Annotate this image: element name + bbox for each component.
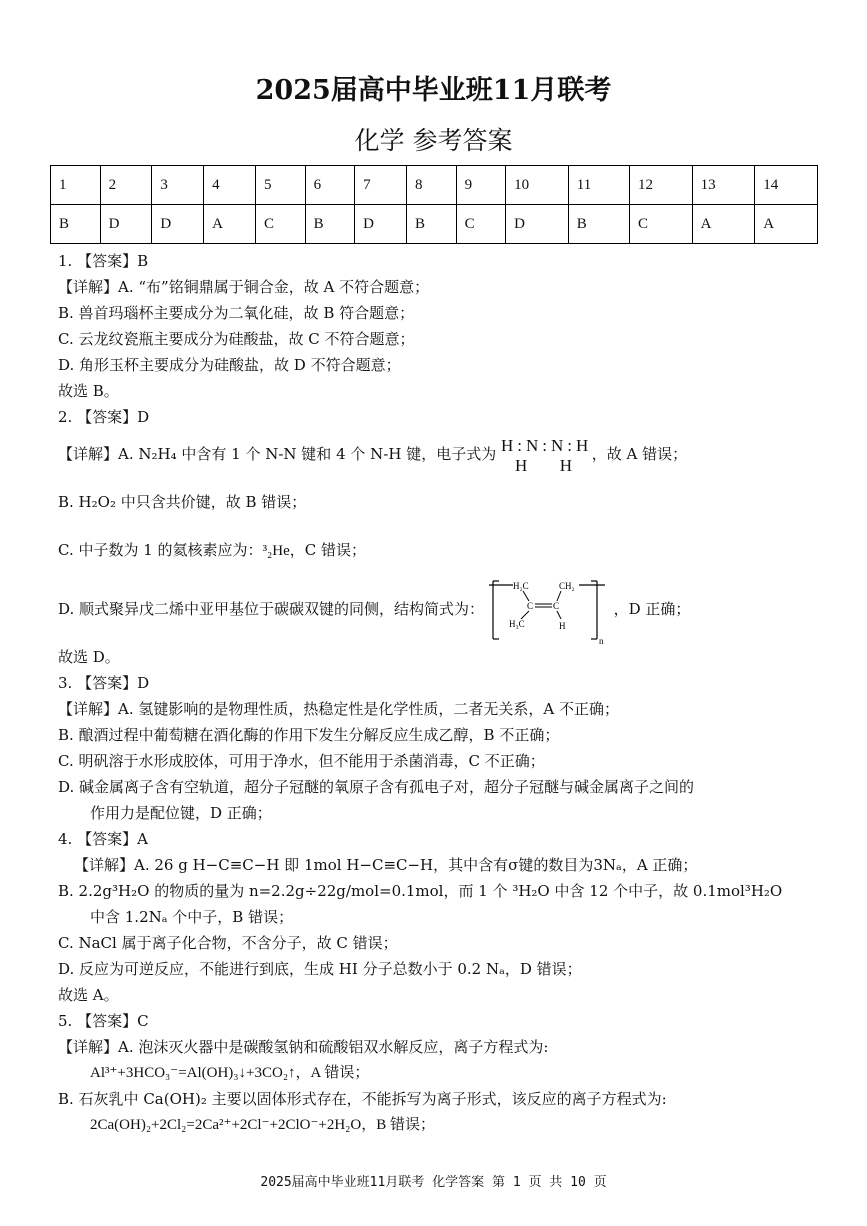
- q3-option-d-line2: 作用力是配位键，D 正确；: [90, 804, 272, 822]
- q2-option-a: [58, 430, 828, 478]
- q5-heading: 5. 【答案】C: [58, 1012, 149, 1030]
- q1-option-a: 【详解】A. “布”铭铜鼎属于铜合金，故 A 不符合题意；: [58, 278, 430, 296]
- q4-option-d: D. 反应为可逆反应，不能进行到底，生成 HI 分子总数小于 0.2 Nₐ，D 错误；: [58, 960, 582, 978]
- question-number: 11: [568, 166, 629, 205]
- c1-label: C: [526, 601, 533, 611]
- question-number: 8: [406, 166, 456, 205]
- q2-option-a-end: ，故 A 错误；: [591, 445, 688, 463]
- question-number: 1: [51, 166, 101, 205]
- answer-cell: B: [51, 205, 101, 244]
- question-number: 4: [204, 166, 256, 205]
- q3-option-d-line1: D. 碱金属离子含有空轨道，超分子冠醚的氧原子含有孤电子对，超分子冠醚与碱金属离子之间的: [58, 778, 695, 796]
- h-label: H: [558, 621, 566, 631]
- hydrazine-electron-formula: [500, 435, 593, 475]
- q2-option-c-text: C. 中子数为 1 的氦核素应为：: [58, 541, 263, 559]
- answer-cell: B: [568, 205, 629, 244]
- q4-heading: 4. 【答案】A: [58, 830, 148, 848]
- lewis-bottom-row: H H: [514, 456, 581, 475]
- question-number: 2: [100, 166, 152, 205]
- answer-row: [51, 205, 818, 244]
- q3-option-c: C. 明矾溶于水形成胶体，可用于净水，但不能用于杀菌消毒，C 不正确；: [58, 752, 545, 770]
- h3c-label: H₃C: [508, 619, 525, 629]
- question-number: 6: [305, 166, 355, 205]
- ch2-label: CH₂: [558, 581, 575, 591]
- q3-option-b: B. 酿酒过程中葡萄糖在酒化酶的作用下发生分解反应生成乙醇，B 不正确；: [58, 726, 560, 744]
- q1-option-c: C. 云龙纹瓷瓶主要成分为硅酸盐，故 C 不符合题意；: [58, 330, 415, 348]
- question-number: 12: [630, 166, 693, 205]
- answer-cell: A: [692, 205, 755, 244]
- q2-conclusion: 故选 D。: [58, 648, 120, 666]
- q2-option-d-text: D. 顺式聚异戊二烯中亚甲基位于碳碳双键的同侧，结构简式为：: [58, 600, 485, 618]
- answer-cell: A: [755, 205, 818, 244]
- question-number: 3: [152, 166, 204, 205]
- exam-subtitle: 化学 参考答案: [354, 126, 513, 155]
- question-number: 13: [692, 166, 755, 205]
- answer-cell: D: [355, 205, 407, 244]
- c2-label: C: [552, 601, 559, 611]
- explanations: [58, 248, 828, 1138]
- question-number: 14: [755, 166, 818, 205]
- lewis-top-row: H:N:N:H: [500, 436, 593, 455]
- q1-conclusion: 故选 B。: [58, 382, 119, 400]
- answer-cell: D: [100, 205, 152, 244]
- answer-cell: B: [305, 205, 355, 244]
- question-number: 5: [255, 166, 305, 205]
- q2-option-c: [58, 526, 828, 574]
- q2-option-d: [58, 574, 828, 644]
- q2-option-b: B. H₂O₂ 中只含共价键，故 B 错误；: [58, 493, 307, 511]
- q5-option-a: 【详解】A. 泡沫灭火器中是碳酸氢钠和硫酸铝双水解反应，离子方程式为:: [58, 1038, 549, 1056]
- q3-heading: 3. 【答案】D: [58, 674, 150, 692]
- q4-option-a: 【详解】A. 26 g H−C≡C−H 即 1mol H−C≡C−H，其中含有σ键的数目为3Nₐ，A 正确；: [74, 856, 698, 874]
- q2-option-c-end: ，C 错误；: [289, 541, 367, 559]
- answer-cell: D: [152, 205, 204, 244]
- question-number: 9: [456, 166, 506, 205]
- q1-option-b: B. 兽首玛瑙杯主要成分为二氧化硅，故 B 符合题意；: [58, 304, 415, 322]
- q4-option-c: C. NaCl 属于离子化合物，不含分子，故 C 错误；: [58, 934, 398, 952]
- q1-heading: 1. 【答案】B: [58, 252, 149, 270]
- q5-option-b-equation: 2Ca(OH)₂+2Cl₂=2Ca²⁺+2Cl⁻+2ClO⁻+2H₂O，B 错误；: [90, 1117, 435, 1133]
- q5-option-b: B. 石灰乳中 Ca(OH)₂ 主要以固体形式存在，不能拆写为离子形式，该反应的离子方程式为:: [58, 1090, 667, 1108]
- answer-cell: A: [204, 205, 256, 244]
- h2c-label: H₂C: [512, 581, 529, 591]
- answer-cell: C: [255, 205, 305, 244]
- q4-option-b-line2: 中含 1.2Nₐ 个中子，B 错误；: [90, 908, 294, 926]
- page-footer: 2025届高中毕业班11月联考 化学答案 第 1 页 共 10 页: [260, 1175, 607, 1190]
- exam-title: 2025届高中毕业班11月联考: [255, 75, 612, 106]
- q4-conclusion: 故选 A。: [58, 986, 119, 1004]
- helium-isotope-formula: ³₂He: [262, 543, 290, 559]
- q5-option-a-equation: Al³⁺+3HCO₃⁻=Al(OH)₃↓+3CO₂↑，A 错误；: [90, 1065, 370, 1081]
- q2-option-d-end: ，D 正确；: [613, 600, 691, 618]
- q2-option-a-text: 【详解】A. N₂H₄ 中含有 1 个 N-N 键和 4 个 N-H 键，电子式为: [58, 445, 497, 463]
- polyisoprene-structure: [489, 575, 609, 645]
- n-subscript: n: [598, 636, 604, 645]
- q3-option-a: 【详解】A. 氢键影响的是物理性质，热稳定性是化学性质，二者无关系，A 不正确；: [58, 700, 619, 718]
- question-number: 10: [506, 166, 569, 205]
- answer-table: [50, 165, 818, 244]
- question-number: 7: [355, 166, 407, 205]
- answer-cell: D: [506, 205, 569, 244]
- answer-cell: C: [630, 205, 693, 244]
- question-number-row: [51, 166, 818, 205]
- answer-cell: B: [406, 205, 456, 244]
- q2-heading: 2. 【答案】D: [58, 408, 150, 426]
- answer-cell: C: [456, 205, 506, 244]
- q4-option-b-line1: B. 2.2g³H₂O 的物质的量为 n=2.2g÷22g/mol=0.1mol，而 1 个 ³H₂O 中含 12 个中子，故 0.1mol³H₂O: [58, 882, 783, 900]
- q1-option-d: D. 角形玉杯主要成分为硅酸盐，故 D 不符合题意；: [58, 356, 401, 374]
